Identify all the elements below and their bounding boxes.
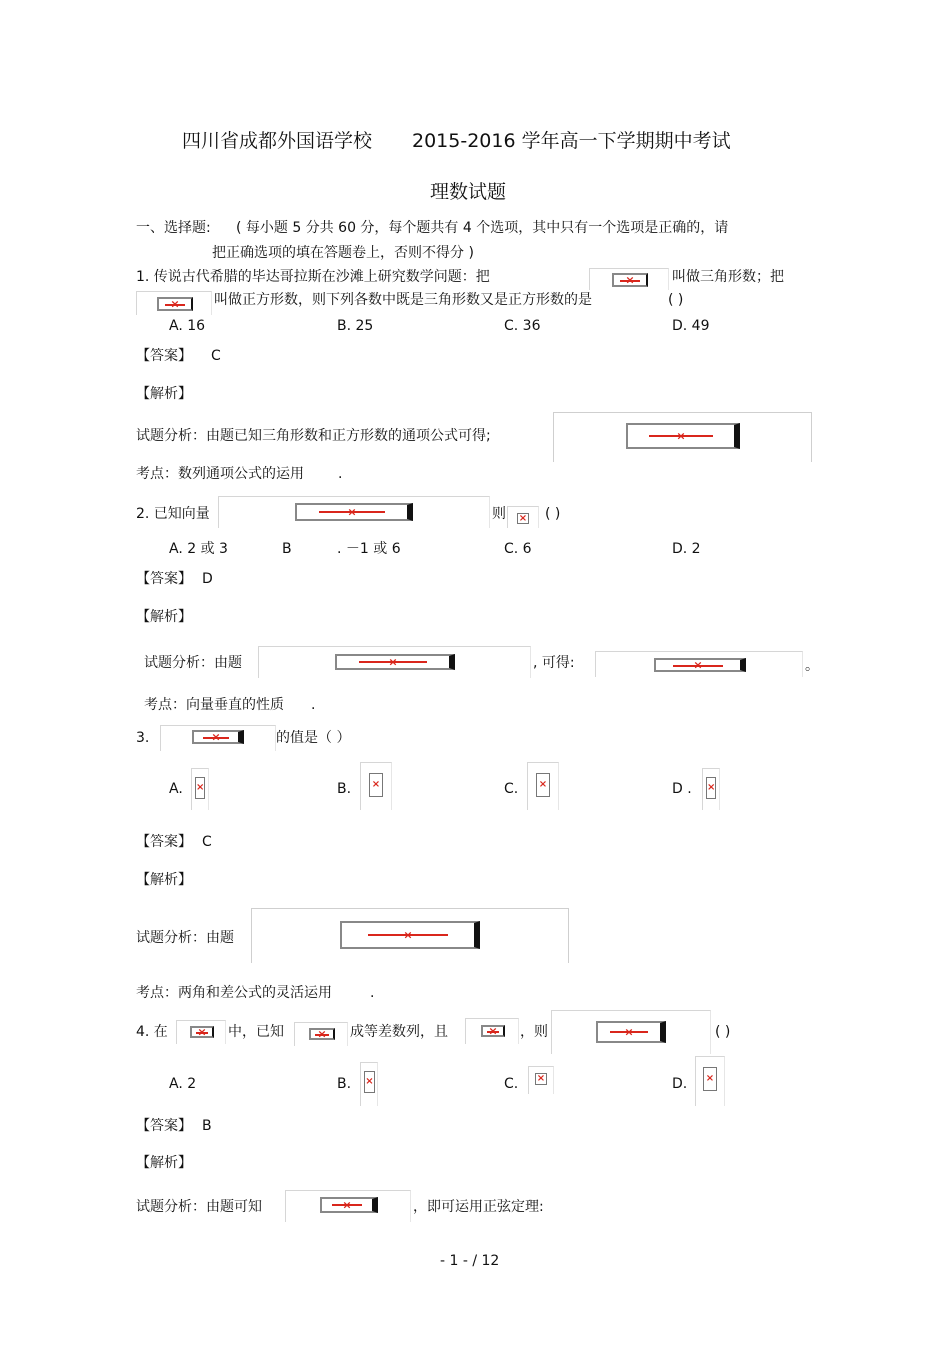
q2-option-b: . －1 或 6 [337,541,401,557]
q1-formula-image-1 [589,268,669,290]
q3-analysis-formula-image [251,908,569,963]
q1-answer: C [211,348,221,364]
broken-image-icon [612,273,648,287]
q4-target-image [551,1010,711,1054]
q2-expression-image [507,506,539,528]
page-number: - 1 - / 12 [440,1253,500,1269]
q2-option-d: D. 2 [672,541,701,557]
q2-analysis-formula-image-2 [595,651,803,677]
q3-option-b-label: B. [337,781,352,797]
q3-point-end: . [370,985,375,1001]
broken-image-icon [369,773,383,797]
broken-image-icon [192,730,244,744]
q3-point: 考点：两角和差公式的灵活运用 [136,985,332,1001]
q4-answer-label: 【答案】 [136,1118,192,1134]
broken-image-icon [190,1026,214,1038]
q2-option-c: C. 6 [504,541,532,557]
q3-expression-image [160,725,276,751]
q1-option-b: B. 25 [337,318,374,334]
q4-paren: ( ) [715,1024,731,1040]
broken-image-icon [340,921,480,949]
broken-image-icon [481,1025,505,1037]
q4-analysis-label: 【解析】 [136,1155,192,1171]
q3-option-c-label: C. [504,781,519,797]
q4-condition-image [465,1018,519,1044]
q4-text-b: 中，已知 [228,1024,284,1040]
q2-vector-image [218,496,490,528]
q1-option-c: C. 36 [504,318,541,334]
broken-image-icon [626,423,740,449]
q4-text-c: 成等差数列，且 [350,1024,448,1040]
broken-image-icon [157,297,193,311]
q4-num: 4. 在 [136,1024,168,1040]
q2-answer: D [202,571,213,587]
q3-answer-label: 【答案】 [136,834,192,850]
q4-option-d-label: D. [672,1076,688,1092]
q1-analysis-formula-image [553,412,812,462]
q1-analysis-label: 【解析】 [136,386,192,402]
q4-triangle-image [176,1020,226,1044]
q4-answer: B [202,1118,212,1134]
broken-image-icon [320,1197,378,1213]
q2-analysis-c: 。 [805,658,819,674]
broken-image-icon [536,773,550,797]
broken-image-icon [535,1073,547,1085]
section-description-2: 把正确选项的填在答题卷上，否则不得分 ) [212,245,474,261]
q2-analysis-a: 试题分析：由题 [144,655,242,671]
q1-option-a: A. 16 [169,318,206,334]
broken-image-icon [364,1071,375,1093]
q3-option-a-label: A. [169,781,183,797]
q1-formula-image-2 [136,291,212,315]
q2-analysis-label: 【解析】 [136,609,192,625]
broken-image-icon [309,1028,335,1040]
title-line-1a: 四川省成都外国语学校 [182,130,373,152]
q2-answer-label: 【答案】 [136,571,192,587]
q1-text-a: 1. 传说古代希腊的毕达哥拉斯在沙滩上研究数学问题：把 [136,269,490,285]
q4-option-c-label: C. [504,1076,519,1092]
q2-point: 考点：向量垂直的性质 [144,697,284,713]
broken-image-icon [517,513,529,524]
q4-option-b-image [360,1062,378,1106]
q2-analysis-formula-image-1 [258,646,531,678]
title-line-2: 理数试题 [430,181,507,203]
q1-paren: ( ) [668,292,684,308]
q1-option-d: D. 49 [672,318,710,334]
q4-text-d: ，则 [520,1024,548,1040]
q2-option-a: A. 2 或 3 [169,541,228,557]
q3-analysis-label: 【解析】 [136,872,192,888]
q2-text-b: 则 [492,506,506,522]
q4-option-d-image [695,1056,725,1106]
q3-text-b: 的值是（ ） [276,730,351,746]
q2-point-end: . [311,697,316,713]
q4-option-c-image [528,1066,554,1094]
q3-analysis: 试题分析：由题 [136,930,234,946]
broken-image-icon [706,777,716,799]
q1-text-b: 叫做三角形数；把 [672,269,784,285]
q2-analysis-b: , 可得: [533,655,575,671]
broken-image-icon [596,1021,666,1043]
q2-text-a: 2. 已知向量 [136,506,210,522]
broken-image-icon [654,658,746,672]
q4-option-b-label: B. [337,1076,352,1092]
q4-analysis-formula-image [285,1190,411,1222]
broken-image-icon [295,503,413,521]
title-line-1b: 2015-2016 学年高一下学期期中考试 [412,130,731,152]
q3-option-d-label: D . [672,781,692,797]
q4-angles-image [294,1022,348,1046]
broken-image-icon [335,654,455,670]
q1-text-c: 叫做正方形数，则下列各数中既是三角形数又是正方形数的是 [214,292,592,308]
q1-point-end: . [338,466,343,482]
q4-analysis-a: 试题分析：由题可知 [136,1199,262,1215]
q3-option-b-image [360,762,392,810]
q2-paren: ( ) [545,506,561,522]
q3-num: 3. [136,730,150,746]
broken-image-icon [703,1067,717,1091]
q3-option-a-image [191,768,209,810]
q4-analysis-b: ，即可运用正弦定理: [413,1199,544,1215]
q1-answer-label: 【答案】 [136,348,192,364]
section-heading: 一、选择题: [136,220,211,236]
q4-option-a: A. 2 [169,1076,197,1092]
q2-option-b-letter: B [282,541,292,557]
q1-analysis: 试题分析：由题已知三角形数和正方形数的通项公式可得; [136,428,491,444]
q1-point: 考点：数列通项公式的运用 [136,466,304,482]
broken-image-icon [195,777,205,799]
q3-answer: C [202,834,212,850]
section-description-1: ( 每小题 5 分共 60 分，每个题共有 4 个选项，其中只有一个选项是正确的，请 [236,220,729,236]
q3-option-d-image [702,768,720,810]
q3-option-c-image [527,762,559,810]
